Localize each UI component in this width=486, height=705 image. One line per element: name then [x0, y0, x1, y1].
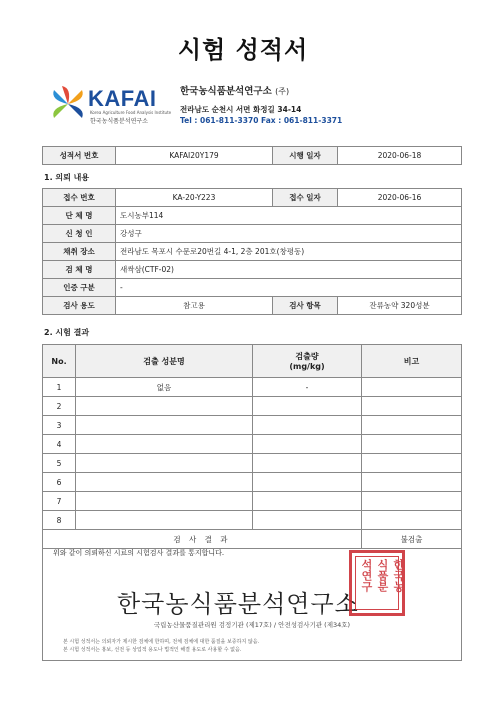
result-no: 8 — [43, 511, 76, 530]
official-seal-stamp: 한국농 식품분 석연구 — [349, 550, 405, 616]
result-amount — [253, 397, 362, 416]
purpose-label: 검사 용도 — [43, 297, 116, 315]
result-row — [43, 416, 462, 435]
result-no: 6 — [43, 473, 76, 492]
report-no-value: KAFAI20Y179 — [116, 147, 273, 165]
result-amount — [253, 511, 362, 530]
result-remark — [362, 416, 462, 435]
result-component — [76, 511, 253, 530]
org-name: 한국농식품분석연구소 — [180, 86, 272, 97]
result-label: 검 사 결 과 — [43, 530, 362, 549]
result-amount — [253, 473, 362, 492]
sampling-label: 채취 장소 — [43, 243, 116, 261]
cert-type-value: - — [116, 279, 462, 297]
test-date-value: 2020-06-18 — [338, 147, 462, 165]
test-item-value: 잔류농약 320성분 — [338, 297, 462, 315]
section-request-title: 1. 의뢰 내용 — [44, 173, 90, 182]
receipt-date-label: 접수 일자 — [273, 189, 338, 207]
org-value: 도시농부114 — [116, 207, 462, 225]
test-item-label: 검사 항목 — [273, 297, 338, 315]
result-no: 2 — [43, 397, 76, 416]
result-amount: - — [253, 378, 362, 397]
receipt-no-value: KA-20-Y223 — [116, 189, 273, 207]
result-component — [76, 454, 253, 473]
result-row — [43, 492, 462, 511]
receipt-no-label: 접수 번호 — [43, 189, 116, 207]
section-results-title: 2. 시험 결과 — [44, 328, 90, 337]
result-component — [76, 397, 253, 416]
fine-print-2: 본 시험 성적서는 홍보, 선전 등 상업적 용도나 법적인 해결 용도로 사용할 수 없음. — [63, 647, 242, 653]
org-corp: (주) — [275, 87, 290, 96]
result-component — [76, 435, 253, 454]
kafai-logo — [48, 82, 172, 130]
notice-text: 위와 같이 의뢰하신 시료의 시험검사 결과를 통지합니다. — [53, 549, 225, 557]
col-amount — [253, 345, 362, 378]
col-amount-unit: (mg/kg) — [289, 362, 325, 371]
report-no-label: 성적서 번호 — [43, 147, 116, 165]
result-no: 7 — [43, 492, 76, 511]
organization-info — [180, 86, 342, 126]
applicant-label: 신 청 인 — [43, 225, 116, 243]
leaf-logo-icon — [48, 84, 88, 124]
result-row — [43, 435, 462, 454]
result-remark — [362, 492, 462, 511]
result-row — [43, 473, 462, 492]
results-table — [42, 344, 462, 549]
purpose-value: 참고용 — [116, 297, 273, 315]
result-row — [43, 454, 462, 473]
sample-value: 새싹삼(CTF-02) — [116, 261, 462, 279]
result-no: 5 — [43, 454, 76, 473]
applicant-value: 강성구 — [116, 225, 462, 243]
org-tel-fax: Tel : 061-811-3370 Fax : 061-811-3371 — [180, 116, 343, 125]
col-remark: 비고 — [362, 345, 462, 378]
org-name-large: 한국농식품분석연구소 — [117, 590, 359, 618]
fine-print — [63, 638, 259, 654]
request-table — [42, 188, 462, 315]
result-remark — [362, 435, 462, 454]
result-component — [76, 416, 253, 435]
cert-type-label: 인증 구분 — [43, 279, 116, 297]
result-amount — [253, 435, 362, 454]
test-date-label: 시행 일자 — [273, 147, 338, 165]
result-remark — [362, 511, 462, 530]
result-row — [43, 397, 462, 416]
logo-subtitle-ko: 한국농식품분석연구소 — [90, 118, 148, 125]
sample-label: 검 체 명 — [43, 261, 116, 279]
result-remark — [362, 378, 462, 397]
result-amount — [253, 454, 362, 473]
result-value: 불검출 — [362, 530, 462, 549]
result-row — [43, 511, 462, 530]
result-no: 1 — [43, 378, 76, 397]
result-row — [43, 378, 462, 397]
result-amount — [253, 416, 362, 435]
org-address: 전라남도 순천시 서면 화정길 34-14 — [180, 105, 302, 114]
result-amount — [253, 492, 362, 511]
col-no: No. — [43, 345, 76, 378]
col-component: 검출 성분명 — [76, 345, 253, 378]
result-remark — [362, 473, 462, 492]
result-component: 없음 — [76, 378, 253, 397]
result-remark — [362, 454, 462, 473]
sampling-value: 전라남도 목포시 수문로20번길 4-1, 2층 201호(창평동) — [116, 243, 462, 261]
report-number-table — [42, 146, 462, 165]
result-no: 4 — [43, 435, 76, 454]
result-component — [76, 492, 253, 511]
result-remark — [362, 397, 462, 416]
org-label: 단 체 명 — [43, 207, 116, 225]
logo-wordmark: KAFAI — [88, 86, 157, 111]
result-component — [76, 473, 253, 492]
col-amount-label: 검출량 — [295, 352, 319, 361]
result-no: 3 — [43, 416, 76, 435]
fine-print-1: 본 시험 성적서는 의뢰자가 제시한 검체에 한하며, 전체 검체에 대한 품질을 보증하지 않음. — [63, 639, 260, 645]
certification-line: 국립농산물품질관리원 검정기관 (제17호) / 안전성검사기관 (제34호) — [153, 621, 351, 629]
document-title: 시험 성적서 — [177, 36, 309, 64]
receipt-date-value: 2020-06-16 — [338, 189, 462, 207]
logo-subtitle-en: Korea Agriculture Food Analysis Institute — [90, 110, 172, 115]
